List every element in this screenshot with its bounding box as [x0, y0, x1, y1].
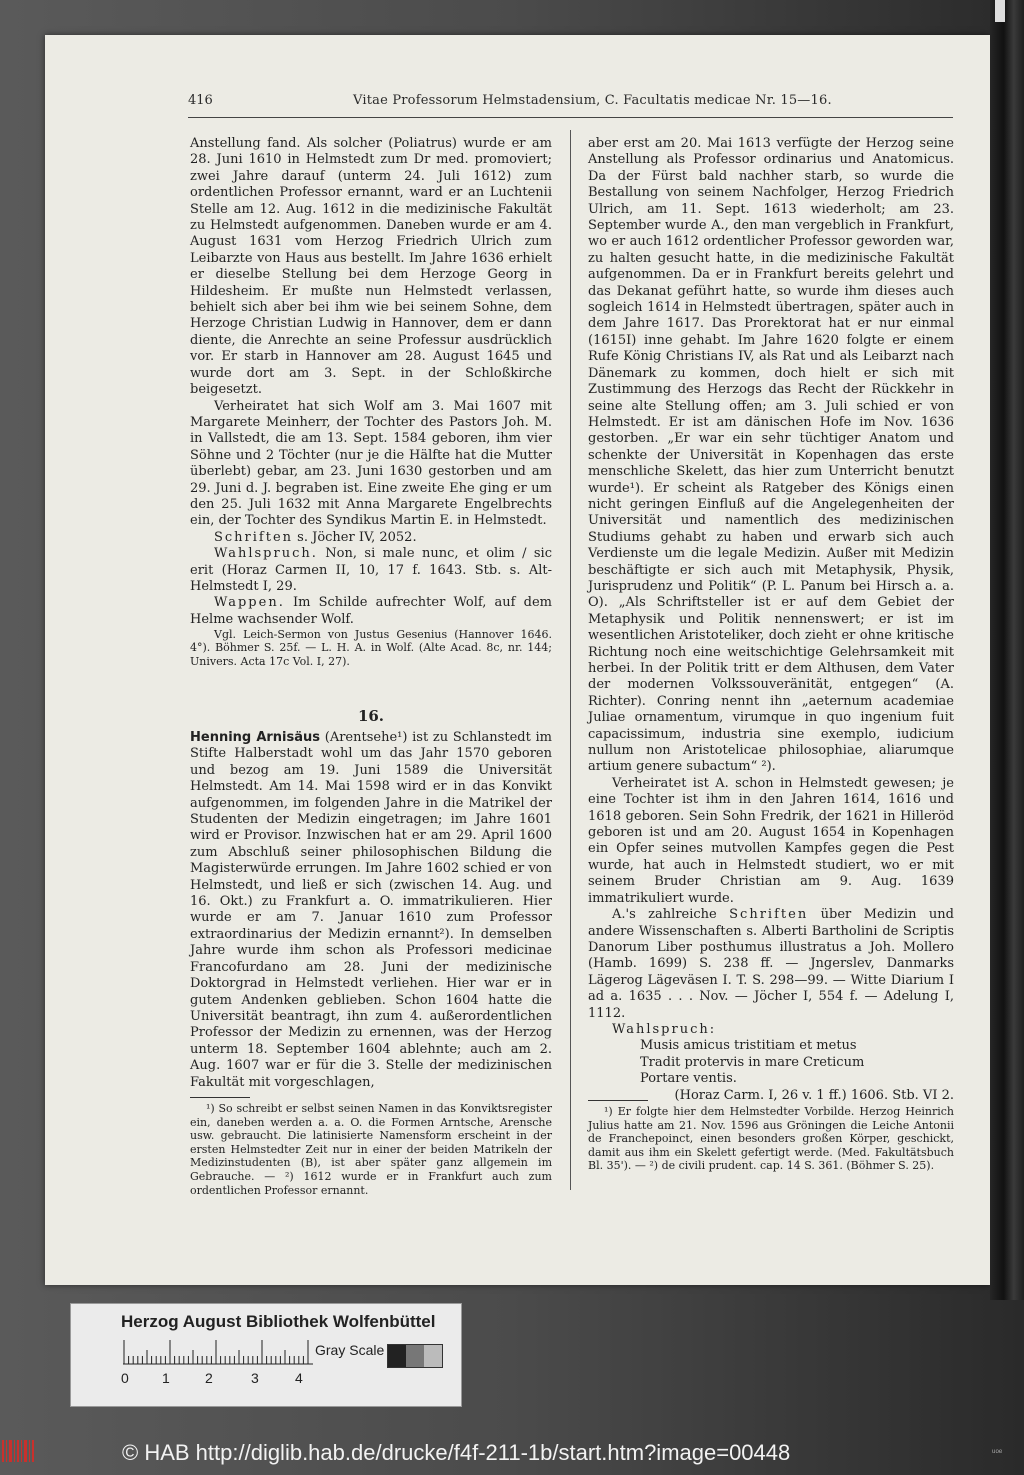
ruler-number: 2	[205, 1370, 213, 1386]
gray-swatch-black	[388, 1345, 406, 1367]
page-number: 416	[188, 93, 213, 108]
wahlspruch-label: Wahlspruch.	[214, 546, 318, 562]
wahlspruch-line	[190, 546, 552, 595]
footnotes-left	[190, 1093, 552, 1197]
schriften-line	[190, 530, 552, 546]
schriften-text: s. Jöcher IV, 2052.	[293, 529, 417, 545]
wappen-line	[190, 595, 552, 628]
section-number: 16.	[357, 707, 385, 725]
gray-scale-swatch	[387, 1344, 443, 1368]
corner-mark: ᵘᵒᵉ	[992, 1447, 1003, 1457]
paragraph: Verheiratet hat sich Wolf am 3. Mai 1607 mit Margarete Meinherr, der Tochter des Pastors Joh. M. in Vallstedt, die am 13. Sept. 1584 geboren, ihm vier Söhne und 2 Töchter (nur je die Hälfte hat die Mutter überlebt) gebar, am 23. Juni 1630 gestorben und am 29. Juni d. J. begraben ist. Eine zweite Ehe ging er um den 25. Juli 1632 mit Anna Margarete Engelbrechts ein, der Tochter des Syndikus Martin E. in Helmstedt.	[190, 398, 552, 529]
gray-swatch-light	[424, 1345, 442, 1367]
footnote-text: ¹) Er folgte hier dem Helmstedter Vorbilde. Herzog Heinrich Julius hatte am 21. Nov. 1596 aus Gröningen die Leiche Antonii de Franchepoinct, einen besonders großen Körper, geschickt, damit aus ihm ein Skelett gefertigt werde. (Med. Fakultätsbuch Bl. 35'). — ²) de civili prudent. cap. 14 S. 361. (Böhmer S. 25).	[588, 1105, 954, 1173]
motto-reference: (Horaz Carm. I, 26 v. 1 ff.) 1606. Stb. VI 2.	[674, 1087, 954, 1103]
arnisaeus-text: (Arentsehe¹) ist zu Schlanstedt im Stifte Halberstadt wohl um das Jahr 1570 geboren und bezog am 19. Juni 1589 die Universität Helmstedt. Am 14. Mai 1598 wird er in das Konvikt aufgenommen, im folgenden Jahre in die Matrikel der Studenten der Medizin eingetragen; im Jahre 1601 wird er Provisor. Inzwischen hat er am 29. April 1600 zum Abschluß seiner philosophischen Bildung die Magisterwürde errungen. Im Jahre 1602 schied er von Helmstedt, und ließ er sich (zwischen 14. Aug. und 16. Okt.) zu Frankfurt a. O. immatrikulieren. Hier wurde er am 7. Januar 1610 zum Professor extraordinarius der Medizin ernannt²). In demselben Jahre wurde ihm schon als Professori medicinae Francofurdano am 28. Juni der medizinische Doktorgrad in Helmstedt verliehen. Hier war er in gutem Andenken geblieben. Schon 1604 hatte die Universität beantragt, ihn zum 4. außerordentlichen Professor der Medizin zu ernennen, was der Herzog unterm 18. September 1604 ablehnte; auch am 2. Aug. 1607 war er für die 3. Stelle der medizinischen Fakultät mit vorgeschlagen,	[190, 730, 553, 1090]
ruler-scale	[123, 1340, 313, 1366]
gray-swatch-mid	[406, 1345, 424, 1367]
paragraph: aber erst am 20. Mai 1613 verfügte der Herzog seine Anstellung als Professor ordinarius und Anatomicus. Da der Fürst bald nachher starb, so wurde die Bestallung von seinem Nachfolger, Herzog Friedrich Ulrich, am 11. Sept. 1613 wiederholt; am 23. September wurde A., den man vergeblich in Frankfurt, wo er auch 1612 ordentlicher Professor geworden war, zu halten gesucht hatte, in die medizinische Fakultät aufgenommen. Da er in Frankfurt bereits gelehrt und das Dekanat geführt hatte, so wurde ihm dieses auch sogleich 1614 in Helmstedt übertragen, später auch in dem Jahre 1617. Das Prorektorat hat er nur einmal (1615I) inne gehabt. Im Jahre 1620 folgte er einem Rufe König Christians IV, als Rat und als Leibarzt nach Dänemark zu kommen, doch hielt er sich mit Zustimmung des Herzogs das Recht der Rückkehr in seine alte Stellung offen; am 3. Juli schied er von Helmstedt. Er ist am dänischen Hofe im Nov. 1636 gestorben. „Er war ein sehr tüchtiger Anatom und schenkte der Universität in Kopenhagen das erste menschliche Skelett, das hier zum Unterricht benutzt wurde¹). Er scheint als Ratgeber des Königs einen nicht geringen Einfluß auf die Angelegenheiten der Universität und namentlich des medizinischen Studiums gehabt zu haben und erwarb sich auch Verdienste um die legale Medizin. Außer mit Medizin beschäftigte er sich auch mit Metaphysik, Physik, Jurisprudenz und Politik“ (P. L. Panum bei Hirsch a. a. O). „Als Schriftsteller ist er auf dem Gebiet der Metaphysik und Politik nennenswert; er ist im wesentlichen Aristoteliker, doch zieht er ohne kritische Richtung noch eine weitschichtige Gelehrsamkeit mit herbei. In der Politik tritt er dem Althusen, dem Vater der modernen Volkssouveränität, entgegen“ (A. Richter). Conring nennt ihn „aeternum academiae Juliae ornamentum, virumque in quo ingenium fuit capacissimum, industria sine exemplo, iudicium nullum non Aristotelicae philosophiae, aliarumque artium genere subactum“ ²).	[588, 136, 954, 775]
schriften-label: Schriften	[729, 907, 809, 923]
wappen-label: Wappen.	[214, 595, 285, 611]
left-column-main	[190, 730, 552, 1090]
running-title: Vitae Professorum Helmstadensium, C. Facultatis medicae Nr. 15—16.	[353, 93, 832, 108]
paragraph: Verheiratet ist A. schon in Helmstedt gewesen; je eine Tochter ist ihm in den Jahren 1614, 1616 und 1618 geboren. Sein Sohn Fredrik, der 1621 in Hilleröd geboren ist und am 20. August 1654 in Kopenhagen ein Opfer seines mutvollen Kampfes gegen die Pest wurde, hat auch in Helmstedt studiert, wo er mit seinem Bruder Christian am 9. Aug. 1639 immatrikuliert wurde.	[588, 775, 954, 906]
schriften-intro: A.'s zahlreiche	[612, 907, 730, 923]
wahlspruch-label: Wahlspruch:	[612, 1021, 717, 1037]
wappen-text: Im Schilde aufrechter Wolf, auf dem Helme wachsender Wolf.	[190, 595, 552, 627]
running-head	[188, 93, 953, 113]
ruler-number: 1	[162, 1370, 170, 1386]
ruler-number: 0	[121, 1370, 129, 1386]
schriften-paragraph	[588, 907, 954, 1022]
footnotes-right	[588, 1096, 954, 1173]
book-spine	[990, 0, 1024, 1300]
schriften-label: Schriften	[214, 529, 294, 545]
motto-line: Tradit protervis in mare Creticum	[640, 1054, 865, 1070]
footnote-text: ¹) So schreibt er selbst seinen Namen in das Konviktsregister ein, daneben werden a. a. O. die Formen Arntsche, Arensche usw. gebraucht. Die latinisierte Namensform erscheint in der ersten Helmstedter Zeit nur in einer der beiden Matrikeln der Medizinstudenten (B), ist aber später ganz allgemein im Gebrauche. — ²) 1612 wurde er in Frankfurt auch zum ordentlichen Professor ernannt.	[190, 1102, 552, 1197]
footnote-rule	[190, 1097, 250, 1098]
motto-line: Portare ventis.	[640, 1071, 737, 1087]
column-divider	[570, 130, 571, 1190]
library-title: Herzog August Bibliothek Wolfenbüttel	[121, 1312, 436, 1331]
person-name: Henning Arnisäus	[190, 730, 321, 745]
gray-scale-label: Gray Scale	[315, 1342, 385, 1358]
schriften-text: über Medizin und andere Wissenschaften s. Alberti Bartholini de Scriptis Danorum Liber posthumus illustratus a Joh. Mollero (Hamb. 1699) S. 238 ff. — Jngerslev, Danmarks Lägerog Lägeväsen I. T. S. 298—99. — Witte Diarium I ad a. 1635 . . . Nov. — Jöcher I, 554 f. — Adelung I, 1112.	[588, 907, 954, 1021]
motto-line: Musis amicus tristitiam et metus	[640, 1038, 857, 1054]
ruler-number: 3	[251, 1370, 259, 1386]
spine-tab	[995, 0, 1005, 22]
copyright-link[interactable]: © HAB http://diglib.hab.de/drucke/f4f-211-1b/start.htm?image=00448	[122, 1440, 791, 1465]
library-color-card	[70, 1303, 462, 1407]
references: Vgl. Leich-Sermon von Justus Gesenius (Hannover 1646. 4°). Böhmer S. 25f. — L. H. A. in Wolf. (Alte Acad. 8c, nr. 144; Univers. Acta 17c Vol. I, 27).	[190, 628, 552, 668]
header-rule	[188, 117, 953, 118]
paragraph: Anstellung fand. Als solcher (Poliatrus) wurde er am 28. Juni 1610 in Helmstedt zum Dr med. promoviert; zwei Jahre darauf (unterm 24. Juli 1612) zum ordentlichen Professor ernannt, ward er an Luchtenii Stelle am 12. Aug. 1612 in die medizinische Fakultät zu Helmstedt aufgenommen. Daneben wurde er am 4. August 1631 vom Herzog Friedrich Ulrich zum Leibarzte von Haus aus bestellt. Im Jahre 1636 erhielt er dieselbe Stellung bei dem Herzoge Georg in Hildesheim. Er mußte nun Helmstedt verlassen, behielt sich aber bei ihm wie bei seinem Sohne, dem Herzoge Christian Ludwig in Hannover, dem er dann diente, die Anrechte an seine Professur ausdrücklich vor. Er starb in Hannover am 28. August 1645 und wurde dort am 3. Sept. in der Schloßkirche beigesetzt.	[190, 136, 552, 398]
arnisaeus-paragraph	[190, 730, 552, 1091]
wahlspruch-text: Non, si male nunc, et olim / sic erit (Horaz Carmen II, 10, 17 f. 1643. Stb. s. Alt-Helmstedt I, 29.	[190, 546, 552, 594]
barcode-icon	[2, 1440, 36, 1462]
left-column-top	[190, 136, 552, 696]
ruler-number: 4	[295, 1370, 303, 1386]
footnote-rule	[588, 1100, 648, 1101]
right-column	[588, 136, 954, 1103]
